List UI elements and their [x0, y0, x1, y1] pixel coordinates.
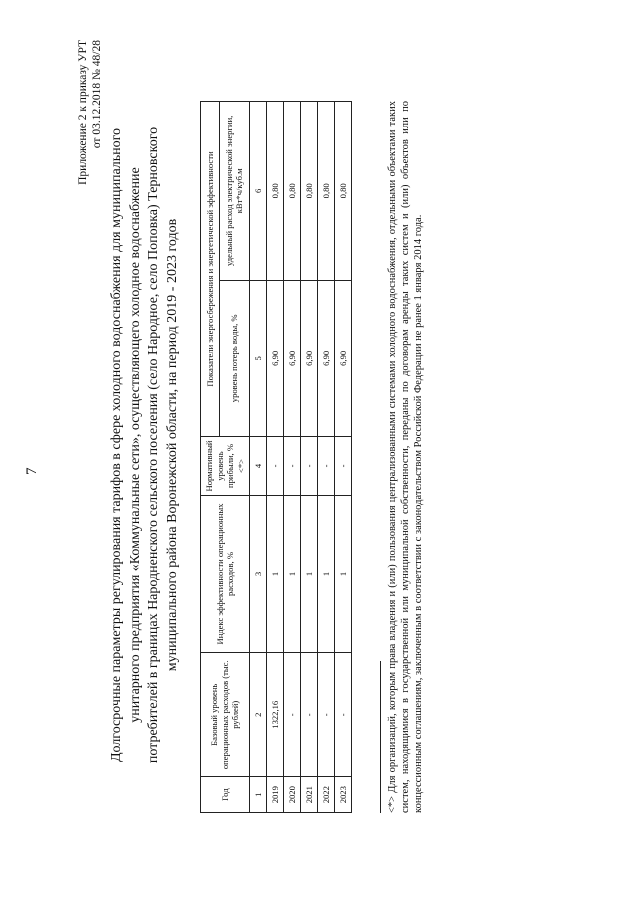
header-profit-level: Нормативный уровень прибыли, % <*>	[201, 437, 250, 496]
cell-efficiency-index: 1	[301, 495, 318, 652]
header-energy-group: Показатели энергосбережения и энергетической эффективности	[201, 102, 220, 437]
cell-year: 2019	[267, 777, 284, 813]
cell-base-costs: -	[301, 653, 318, 777]
header-base-costs: Базовый уровень операционных расходов (тыс. рублей)	[201, 653, 250, 777]
header-efficiency-index: Индекс эффективности операционных расходов, %	[201, 495, 250, 652]
tariff-parameters-table	[200, 101, 352, 813]
cell-profit-level: -	[318, 437, 335, 496]
cell-year: 2023	[335, 777, 352, 813]
cell-base-costs: -	[284, 653, 301, 777]
footnote: <*> Для организаций, которым права владения и (или) пользования централизованными системами холодного водоснабжения, отдельными объектами таких систем, находящимися в государственной или муниципальной собственности, переданы по договорам аренды таких систем и (или) объектов или по концессионным соглашениям, заключенным в соответствии с законодательством Российской Федерации не ранее 1 января 2014 года.	[387, 101, 425, 813]
header-water-loss: уровень потерь воды, %	[219, 280, 249, 436]
cell-base-costs: -	[335, 653, 352, 777]
cell-electricity-use: 0,80	[335, 102, 352, 281]
document-title: Долгосрочные параметры регулирования тарифов в сфере холодного водоснабжения для муниципального унитарного предприятия «Коммунальные сети», осуществляющего холодное водоснабжение потребителей в границах Народненского сельского поселения (село Народное, село Поповка) Терновского муниципального района Воронежской области, на период 2019 - 2023 годов	[109, 126, 180, 764]
column-number: 4	[250, 437, 267, 496]
header-electricity-use: удельный расход электрической энергии, кВт*ч/куб.м	[219, 102, 249, 281]
cell-year: 2022	[318, 777, 335, 813]
appendix-line-2: от 03.12.2018 № 48/28	[91, 40, 103, 149]
column-number: 1	[250, 777, 267, 813]
footnote-divider	[380, 661, 381, 813]
cell-electricity-use: 0,80	[284, 102, 301, 281]
cell-profit-level: -	[284, 437, 301, 496]
cell-year: 2021	[301, 777, 318, 813]
cell-profit-level: -	[301, 437, 318, 496]
table-row	[335, 102, 352, 813]
column-number-row	[250, 102, 267, 813]
cell-efficiency-index: 1	[284, 495, 301, 652]
cell-base-costs: 1322,16	[267, 653, 284, 777]
appendix-reference	[76, 40, 104, 190]
cell-water-loss: 6,90	[284, 280, 301, 436]
column-number: 5	[250, 280, 267, 436]
cell-water-loss: 6,90	[267, 280, 284, 436]
cell-water-loss: 6,90	[301, 280, 318, 436]
cell-profit-level: -	[267, 437, 284, 496]
cell-electricity-use: 0,80	[267, 102, 284, 281]
header-year: Год	[201, 777, 250, 813]
table-row	[318, 102, 335, 813]
cell-efficiency-index: 1	[335, 495, 352, 652]
table-header-row	[201, 102, 220, 813]
column-number: 3	[250, 495, 267, 652]
cell-profit-level: -	[335, 437, 352, 496]
cell-year: 2020	[284, 777, 301, 813]
table-row	[267, 102, 284, 813]
cell-efficiency-index: 1	[267, 495, 284, 652]
cell-water-loss: 6,90	[335, 280, 352, 436]
table-row	[284, 102, 301, 813]
page-number: 7	[24, 467, 40, 475]
column-number: 6	[250, 102, 267, 281]
cell-efficiency-index: 1	[318, 495, 335, 652]
cell-electricity-use: 0,80	[301, 102, 318, 281]
column-number: 2	[250, 653, 267, 777]
cell-electricity-use: 0,80	[318, 102, 335, 281]
cell-base-costs: -	[318, 653, 335, 777]
appendix-line-1: Приложение 2 к приказу УРТ	[77, 40, 89, 185]
cell-water-loss: 6,90	[318, 280, 335, 436]
table-row	[301, 102, 318, 813]
